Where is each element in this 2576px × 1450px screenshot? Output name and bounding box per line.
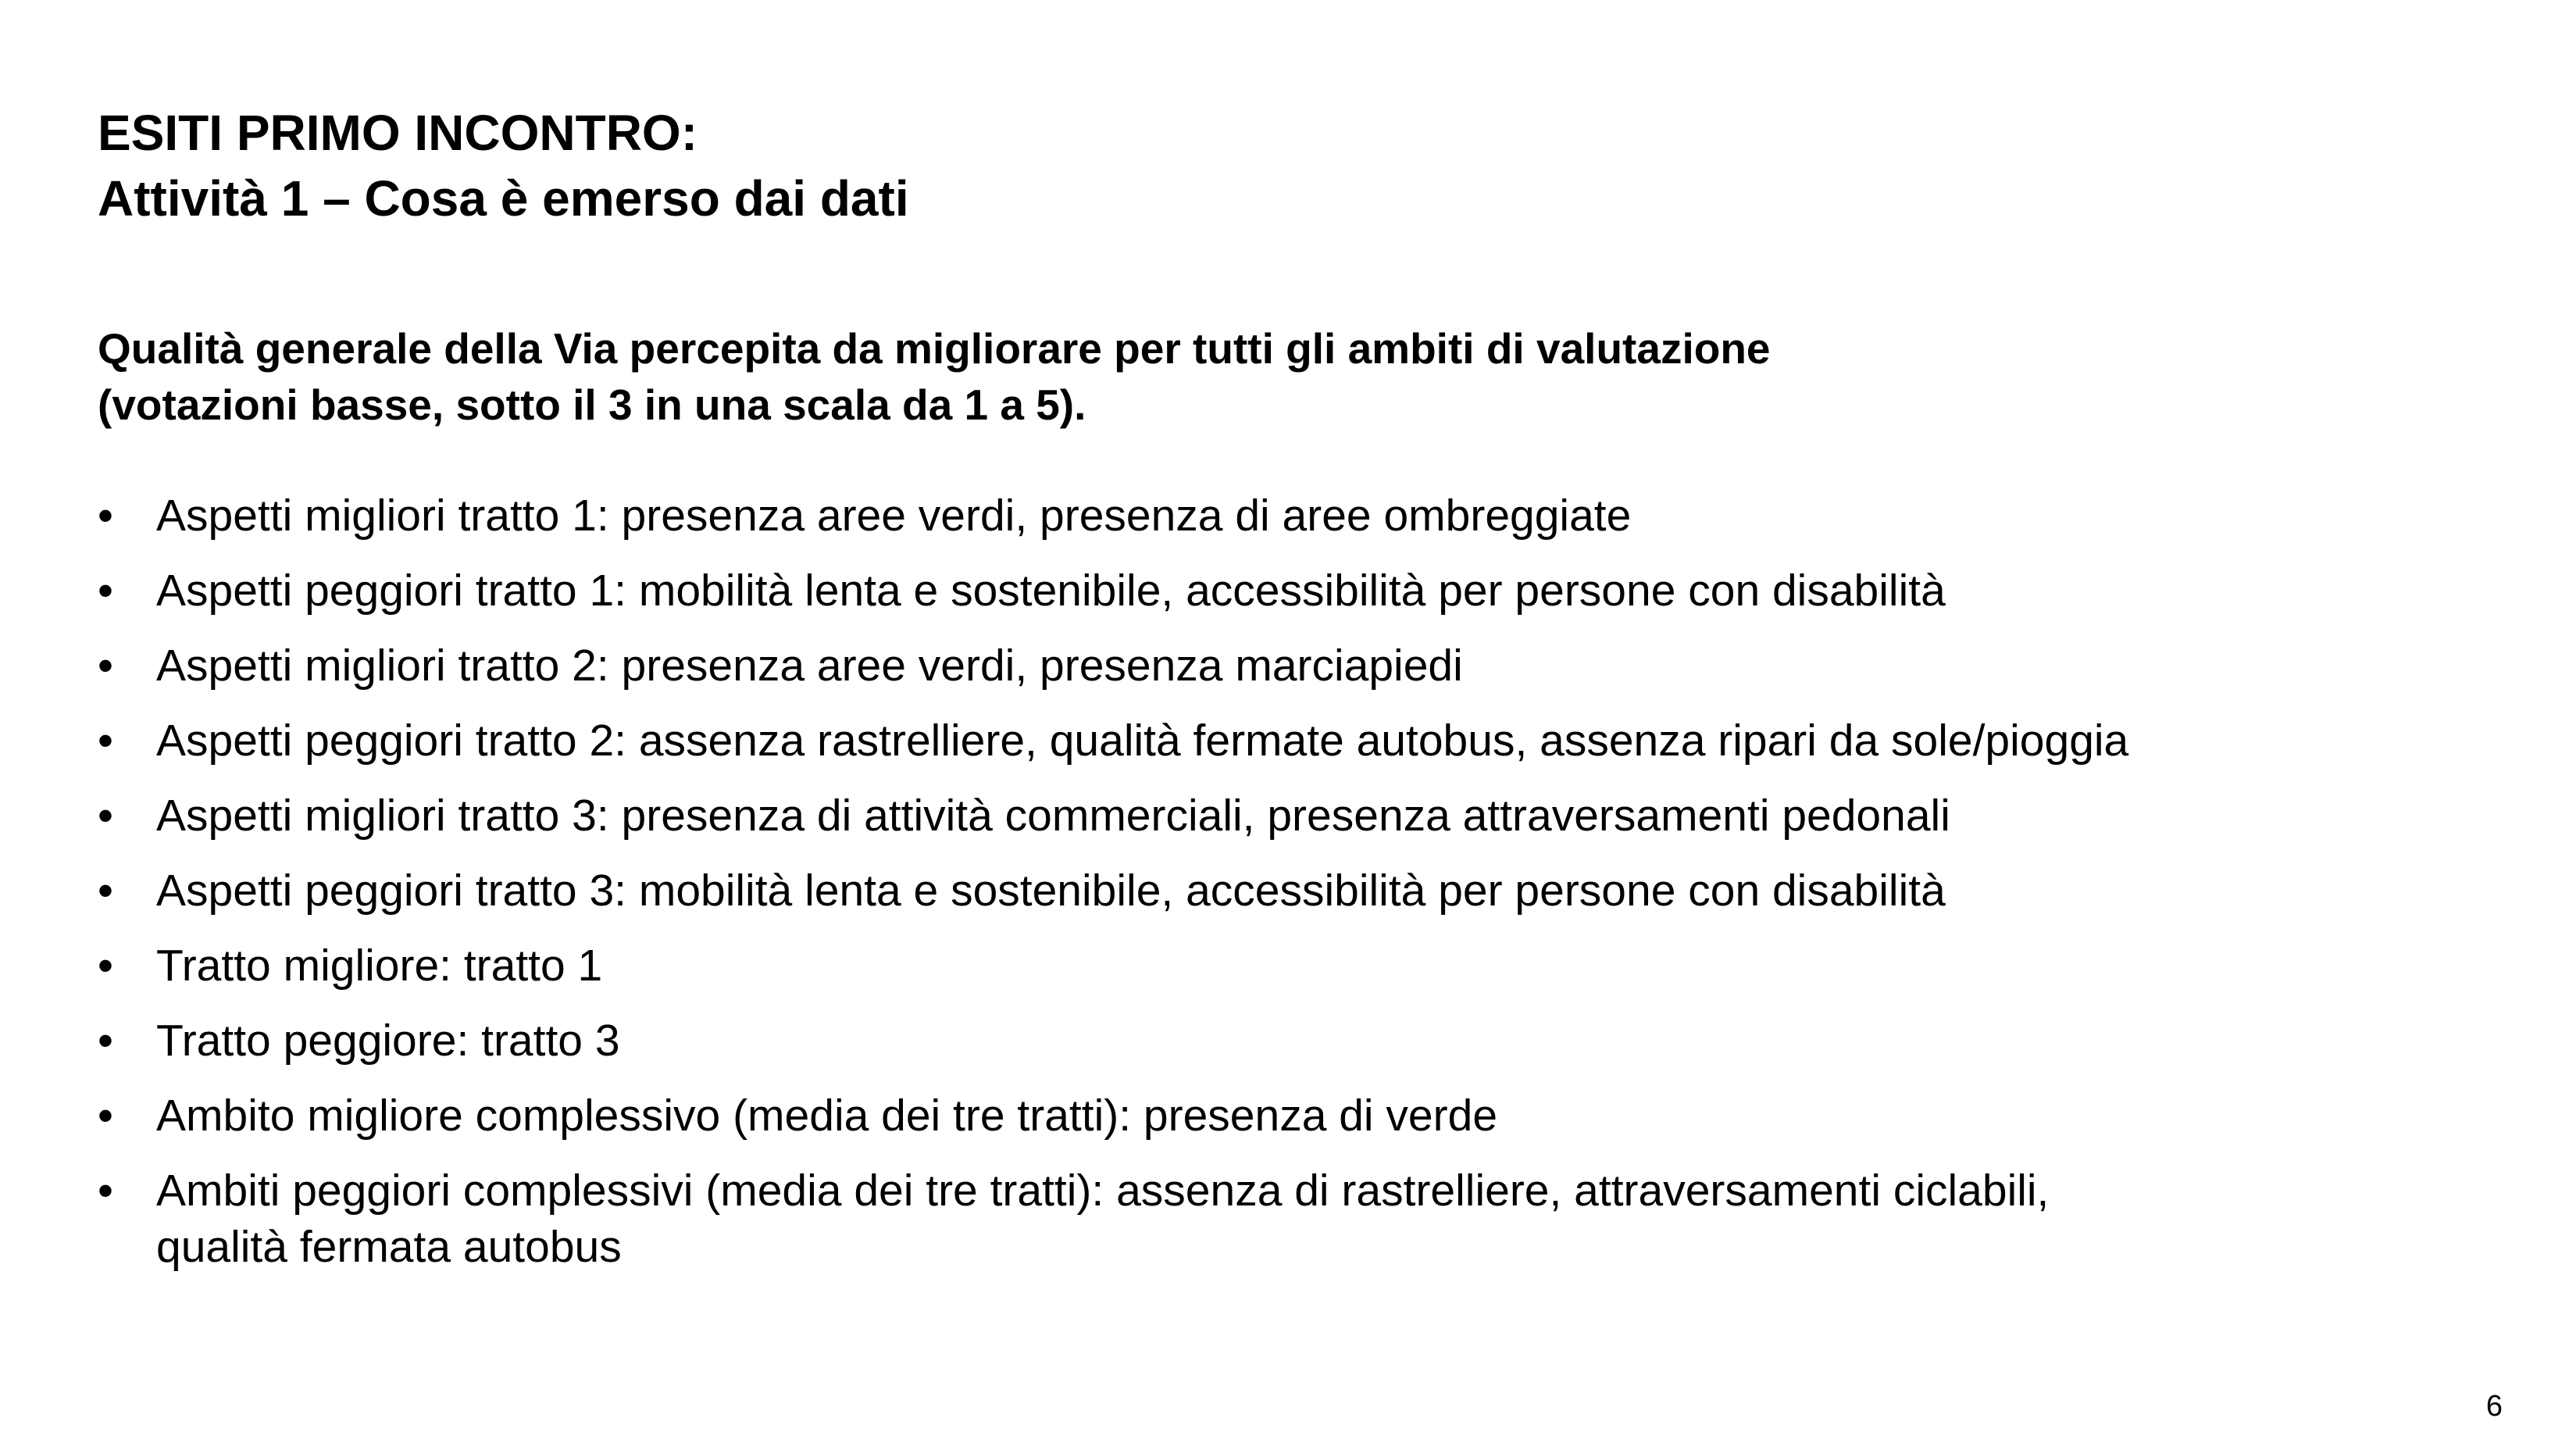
- bullet-dot-icon: •: [98, 1016, 113, 1066]
- list-item: [98, 862, 2503, 919]
- list-item: [98, 938, 2503, 994]
- list-item: [98, 638, 2503, 694]
- list-item-text: Aspetti peggiori tratto 3: mobilità lenta e sostenibile, accessibilità per persone con disabilità: [156, 866, 1946, 916]
- title-line-1: ESITI PRIMO INCONTRO:: [98, 105, 698, 161]
- bullet-dot-icon: •: [98, 716, 113, 766]
- list-item-text: Tratto migliore: tratto 1: [156, 941, 603, 991]
- list-item-text: Aspetti migliori tratto 2: presenza aree verdi, presenza marciapiedi: [156, 641, 1463, 691]
- list-item-text: Tratto peggiore: tratto 3: [156, 1016, 620, 1066]
- bullet-dot-icon: •: [98, 866, 113, 916]
- page-number: 6: [2485, 1390, 2503, 1423]
- bullet-dot-icon: •: [98, 566, 113, 616]
- bullet-dot-icon: •: [98, 641, 113, 691]
- bullet-list: [98, 488, 2503, 1294]
- bullet-dot-icon: •: [98, 791, 113, 841]
- list-item-text-line-2: qualità fermata autobus: [156, 1222, 622, 1272]
- list-item: [98, 788, 2503, 844]
- list-item: [98, 562, 2503, 619]
- bullet-dot-icon: •: [98, 1166, 113, 1216]
- title-line-2: Attività 1 – Cosa è emerso dai dati: [98, 170, 909, 227]
- bullet-dot-icon: •: [98, 491, 113, 541]
- list-item-text: Aspetti migliori tratto 3: presenza di attività commerciali, presenza attraversamenti pedonali: [156, 791, 1950, 841]
- list-item: [98, 488, 2503, 544]
- list-item-text: Aspetti peggiori tratto 2: assenza rastrelliere, qualità fermate autobus, assenza ripari da sole/pioggia: [156, 716, 2129, 766]
- list-item-text: Aspetti migliori tratto 1: presenza aree verdi, presenza di aree ombreggiate: [156, 491, 1632, 541]
- slide-title: [98, 100, 909, 231]
- list-item-text: Aspetti peggiori tratto 1: mobilità lenta e sostenibile, accessibilità per persone con disabilità: [156, 566, 1946, 616]
- list-item: [98, 1162, 2503, 1275]
- bullet-dot-icon: •: [98, 1091, 113, 1141]
- bullet-dot-icon: •: [98, 941, 113, 991]
- list-item: [98, 1012, 2503, 1069]
- list-item-text: Ambito migliore complessivo (media dei tre tratti): presenza di verde: [156, 1091, 1498, 1141]
- list-item-text-line-1: Ambiti peggiori complessivi (media dei tre tratti): assenza di rastrelliere, attraversamenti ciclabili,: [156, 1166, 2050, 1216]
- subtitle-line-1: Qualità generale della Via percepita da migliorare per tutti gli ambiti di valutazione: [98, 324, 1771, 373]
- list-item: [98, 1088, 2503, 1144]
- subtitle-line-2: (votazioni basse, sotto il 3 in una scala da 1 a 5).: [98, 380, 1086, 429]
- list-item: [98, 712, 2503, 769]
- slide-subtitle: [98, 320, 1771, 433]
